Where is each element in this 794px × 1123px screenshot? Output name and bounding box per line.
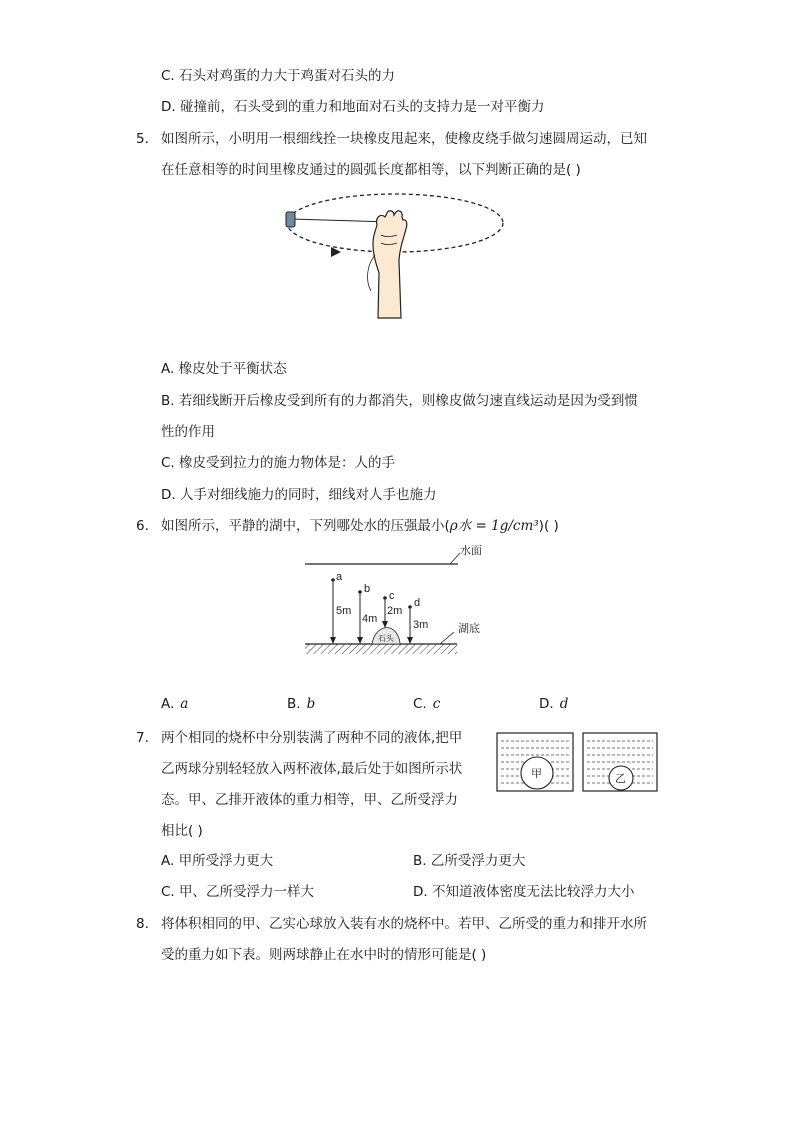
q6-option-d-text: d — [559, 696, 569, 712]
q7-option-c: C. 甲、乙所受浮力一样大 — [161, 884, 315, 900]
q7-stem-line4: 相比( ) — [161, 823, 203, 839]
q4-option-c: C. 石头对鸡蛋的力大于鸡蛋对石头的力 — [161, 68, 396, 84]
q7-stem-line1: 两个相同的烧杯中分别装满了两种不同的液体,把甲 — [161, 730, 463, 746]
q6-option-a-text: a — [180, 696, 189, 712]
q4-option-d: D. 碰撞前，石头受到的重力和地面对石头的支持力是一对平衡力 — [161, 99, 545, 115]
point-c-label: c — [389, 590, 395, 602]
q5-number: 5. — [136, 131, 149, 147]
depth-d-label: 3m — [413, 619, 429, 631]
q8-number: 8. — [136, 916, 149, 932]
q6-stem-text: 如图所示，平静的湖中，下列哪处水的压强最小( — [161, 518, 450, 534]
q6-option-a-letter: A. — [161, 696, 175, 712]
depth-c-label: 2m — [387, 605, 403, 617]
q6-option-c-text: c — [432, 696, 441, 712]
q5-option-b-line2: 性的作用 — [161, 424, 215, 440]
q6-option-d-letter: D. — [539, 696, 554, 712]
q7-option-d: D. 不知道液体密度无法比较浮力大小 — [413, 884, 635, 900]
water-surface-label: 水面 — [460, 545, 482, 557]
q7-figure-beakers — [495, 731, 660, 793]
q7-number: 7. — [136, 730, 149, 746]
ball-yi-label: 乙 — [615, 773, 626, 785]
q6-option-a — [161, 694, 188, 714]
point-a-label: a — [336, 571, 343, 583]
q7-option-b: B. 乙所受浮力更大 — [413, 853, 526, 869]
q6-option-b — [287, 694, 315, 714]
q6-density-formula: ρ水 = 1g/cm³ — [449, 518, 539, 534]
ball-jia-label: 甲 — [531, 768, 542, 780]
q6-option-b-letter: B. — [287, 696, 301, 712]
point-b-label: b — [364, 583, 371, 595]
q6-option-d — [539, 694, 568, 714]
depth-a-label: 5m — [336, 605, 352, 617]
q5-option-a: A. 橡皮处于平衡状态 — [161, 361, 287, 377]
q6-figure-lake — [300, 540, 500, 660]
q5-stem-line1: 如图所示，小明用一根细线拴一块橡皮甩起来，使橡皮绕手做匀速圆周运动，已知 — [161, 131, 647, 147]
q8-stem-line1: 将体积相同的甲、乙实心球放入装有水的烧杯中。若甲、乙所受的重力和排开水所 — [161, 916, 647, 932]
q5-option-b-line1: B. 若细线断开后橡皮受到所有的力都消失，则橡皮做匀速直线运动是因为受到惯 — [161, 393, 638, 409]
lake-bottom-label: 湖底 — [458, 623, 480, 635]
q6-stem-end: )( ) — [538, 518, 559, 534]
q5-option-d: D. 人手对细线施力的同时，细线对人手也施力 — [161, 487, 437, 503]
q7-stem-line3: 态。甲、乙排开液体的重力相等，甲、乙所受浮力 — [161, 792, 458, 808]
point-d-label: d — [414, 597, 421, 609]
q6-option-c-letter: C. — [413, 696, 427, 712]
q6-option-b-text: b — [306, 696, 316, 712]
q6-stem — [161, 516, 559, 536]
q7-stem-line2: 乙两球分别轻轻放入两杯液体,最后处于如图所示状 — [161, 761, 463, 777]
q6-option-c — [413, 694, 440, 714]
depth-b-label: 4m — [362, 613, 378, 625]
q8-stem-line2: 受的重力如下表。则两球静止在水中时的情形可能是( ) — [161, 947, 487, 963]
q7-option-a: A. 甲所受浮力更大 — [161, 853, 274, 869]
stone-label: 石头 — [378, 634, 394, 643]
q5-figure-rubber-circle — [275, 195, 515, 325]
q6-number: 6. — [136, 518, 149, 534]
q5-option-c: C. 橡皮受到拉力的施力物体是：人的手 — [161, 455, 396, 471]
q5-stem-line2: 在任意相等的时间里橡皮通过的圆弧长度都相等，以下判断正确的是( ) — [161, 162, 581, 178]
